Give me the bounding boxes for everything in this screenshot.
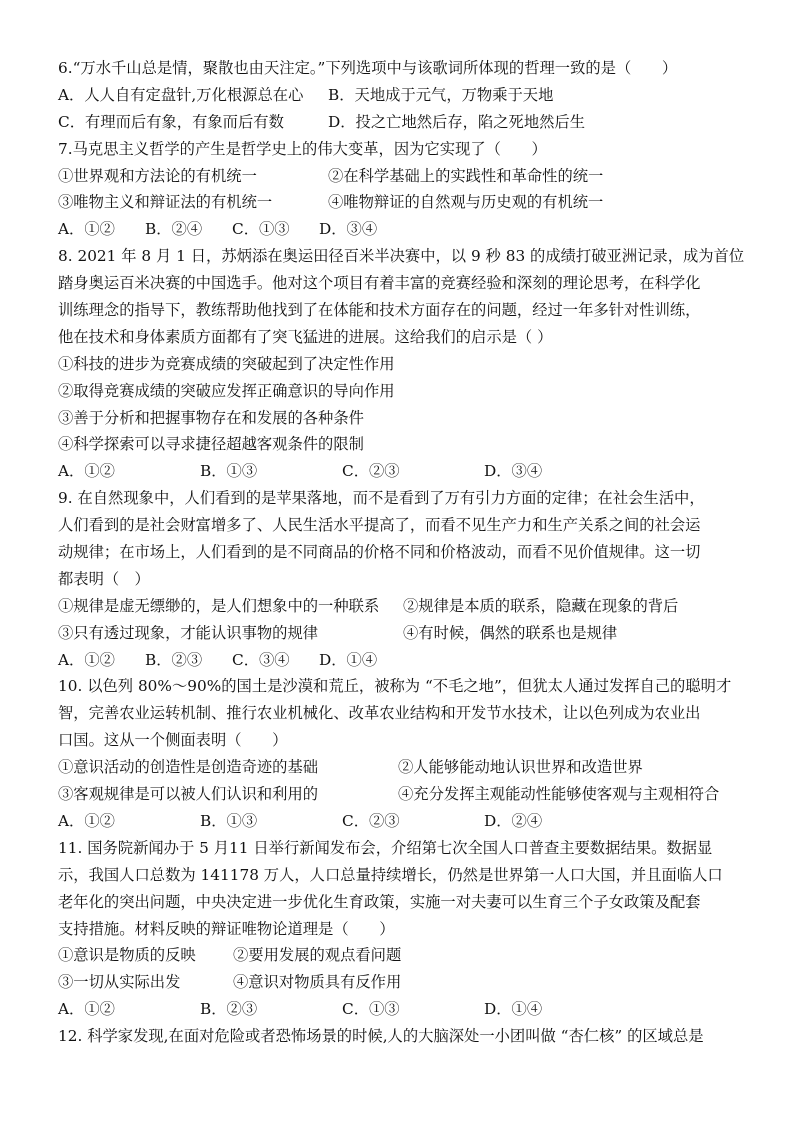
question-stem: 7.马克思主义哲学的产生是哲学史上的伟大变革，因为它实现了（ ） <box>58 139 547 158</box>
question-10 <box>58 673 740 834</box>
answer-row <box>58 647 740 674</box>
statement-row <box>58 969 740 996</box>
question-stem-line: 都表明（ ） <box>58 569 150 588</box>
question-stem-line: 他在技术和身体素质方面都有了突飞猛进的进展。这给我们的启示是（ ） <box>58 327 553 346</box>
answer-c: C．①③ <box>232 220 290 239</box>
option-b: B．天地成于元气，万物乘于天地 <box>328 85 554 104</box>
answer-d: D．②④ <box>484 811 543 830</box>
answer-b: B．①③ <box>200 811 258 830</box>
answer-c: C．②③ <box>342 462 400 481</box>
option-a: A．人人自有定盘针,万化根源总在心 <box>58 85 304 104</box>
exam-page <box>58 55 745 1050</box>
question-stem-line: 12. 科学家发现,在面对危险或者恐怖场景的时候,人的大脑深处一小团叫做 “杏仁核” 的区域总是 <box>58 1027 704 1046</box>
question-stem-line: 口国。这从一个侧面表明（ ） <box>58 731 288 750</box>
answer-c: C．③④ <box>232 650 290 669</box>
question-stem-line: 11. 国务院新闻办于 5 月11 日举行新闻发布会，介绍第七次全国人口普查主要数据结果。数据显 <box>58 838 713 857</box>
question-stem-line: 老年化的突出问题，中央决定进一步优化生育政策，实施一对夫妻可以生育三个子女政策及配套 <box>58 892 701 911</box>
statement-1: ①意识是物质的反映 <box>58 946 196 965</box>
question-stem-line: 人们看到的是社会财富增多了、人民生活水平提高了，而看不见生产力和生产关系之间的社会运 <box>58 516 701 535</box>
statement-row <box>58 620 740 647</box>
statement-3: ③唯物主义和辩证法的有机统一 <box>58 193 273 212</box>
statement-3: ③客观规律是可以被人们认识和利用的 <box>58 785 319 804</box>
statement-2: ②在科学基础上的实践性和革命性的统一 <box>328 166 604 185</box>
statement-row <box>58 189 740 216</box>
answer-b: B．①③ <box>200 462 258 481</box>
question-stem-line: 踏身奥运百米决赛的中国选手。他对这个项目有着丰富的竞赛经验和深刻的理论思考，在科学化 <box>58 274 701 293</box>
statement-3: ③只有透过现象，才能认识事物的规律 <box>58 623 319 642</box>
answer-a: A．①② <box>58 1000 115 1019</box>
answer-b: B．②③ <box>200 1000 258 1019</box>
statement-2: ②规律是本质的联系，隐藏在现象的背后 <box>403 596 679 615</box>
statement-row <box>58 163 740 190</box>
statement-2: ②人能够能动地认识世界和改造世界 <box>398 758 643 777</box>
answer-d: D．①④ <box>319 650 378 669</box>
statement-1: ①科技的进步为竞赛成绩的突破起到了决定性作用 <box>58 354 395 373</box>
answer-row <box>58 216 740 243</box>
statement-4: ④有时候，偶然的联系也是规律 <box>403 623 618 642</box>
question-stem: 6.“万水千山总是情，聚散也由天注定。”下列选项中与该歌词所体现的哲理一致的是（ ） <box>58 59 678 77</box>
answer-row <box>58 458 740 485</box>
answer-row <box>58 996 740 1023</box>
answer-row <box>58 808 740 835</box>
question-8 <box>58 243 745 485</box>
statement-row <box>58 754 740 781</box>
answer-c: C．①③ <box>342 1000 400 1019</box>
statement-2: ②要用发展的观点看问题 <box>233 946 402 965</box>
question-stem-line: 支持措施。材料反映的辩证唯物论道理是（ ） <box>58 919 395 938</box>
statement-row <box>58 942 740 969</box>
statement-3: ③一切从实际出发 <box>58 973 181 992</box>
statement-1: ①规律是虚无缥缈的，是人们想象中的一种联系 <box>58 596 380 615</box>
question-stem-line: 9. 在自然现象中，人们看到的是苹果落地，而不是看到了万有引力方面的定律；在社会生活中， <box>58 489 705 508</box>
statement-4: ④科学探索可以寻求捷径超越客观条件的限制 <box>58 435 364 454</box>
statement-row <box>58 781 740 808</box>
answer-b: B．②④ <box>145 220 203 239</box>
question-stem-line: 动规律；在市场上，人们看到的是不同商品的价格不同和价格波动，而看不见价值规律。这一切 <box>58 543 701 562</box>
question-stem-line: 训练理念的指导下，教练帮助他找到了在体能和技术方面存在的问题，经过一年多针对性训练， <box>58 301 701 320</box>
answer-b: B．②③ <box>145 650 203 669</box>
answer-a: A．①② <box>58 462 115 481</box>
answer-d: D．①④ <box>484 1000 543 1019</box>
option-row <box>58 109 740 136</box>
question-stem-line: 示，我国人口总数为 141178 万人，人口总量持续增长，仍然是世界第一人口大国，并且面临人口 <box>58 865 723 884</box>
answer-d: D．③④ <box>319 220 378 239</box>
statement-1: ①世界观和方法论的有机统一 <box>58 166 257 185</box>
question-stem-line: 智，完善农业运转机制、推行农业机械化、改革农业结构和开发节水技术，让以色列成为农业出 <box>58 704 701 723</box>
question-stem-line: 10. 以色列 80%～90%的国土是沙漠和荒丘，被称为 “不毛之地”，但犹太人通过发挥自己的聪明才 <box>58 677 732 696</box>
answer-a: A．①② <box>58 220 115 239</box>
answer-d: D．③④ <box>484 462 543 481</box>
answer-c: C．②③ <box>342 811 400 830</box>
statement-row <box>58 593 740 620</box>
answer-a: A．①② <box>58 811 115 830</box>
statement-1: ①意识活动的创造性是创造奇迹的基础 <box>58 758 319 777</box>
statement-4: ④意识对物质具有反作用 <box>233 973 402 992</box>
question-11 <box>58 835 740 1023</box>
option-c: C．有理而后有象，有象而后有数 <box>58 112 284 131</box>
option-d: D．投之亡地然后存，陷之死地然后生 <box>328 112 586 131</box>
option-row <box>58 82 740 109</box>
statement-2: ②取得竞赛成绩的突破应发挥正确意识的导向作用 <box>58 381 395 400</box>
question-stem-line: 8. 2021 年 8 月 1 日，苏炳添在奥运田径百米半决赛中，以 9 秒 83 的成绩打破亚洲记录，成为首位 <box>58 247 745 266</box>
answer-a: A．①② <box>58 650 115 669</box>
question-7 <box>58 136 740 244</box>
statement-3: ③善于分析和把握事物存在和发展的各种条件 <box>58 408 364 427</box>
statement-4: ④充分发挥主观能动性能够使客观与主观相符合 <box>398 785 720 804</box>
question-6 <box>58 55 740 136</box>
statement-4: ④唯物辩证的自然观与历史观的有机统一 <box>328 193 604 212</box>
question-12 <box>58 1023 740 1050</box>
question-9 <box>58 485 740 673</box>
